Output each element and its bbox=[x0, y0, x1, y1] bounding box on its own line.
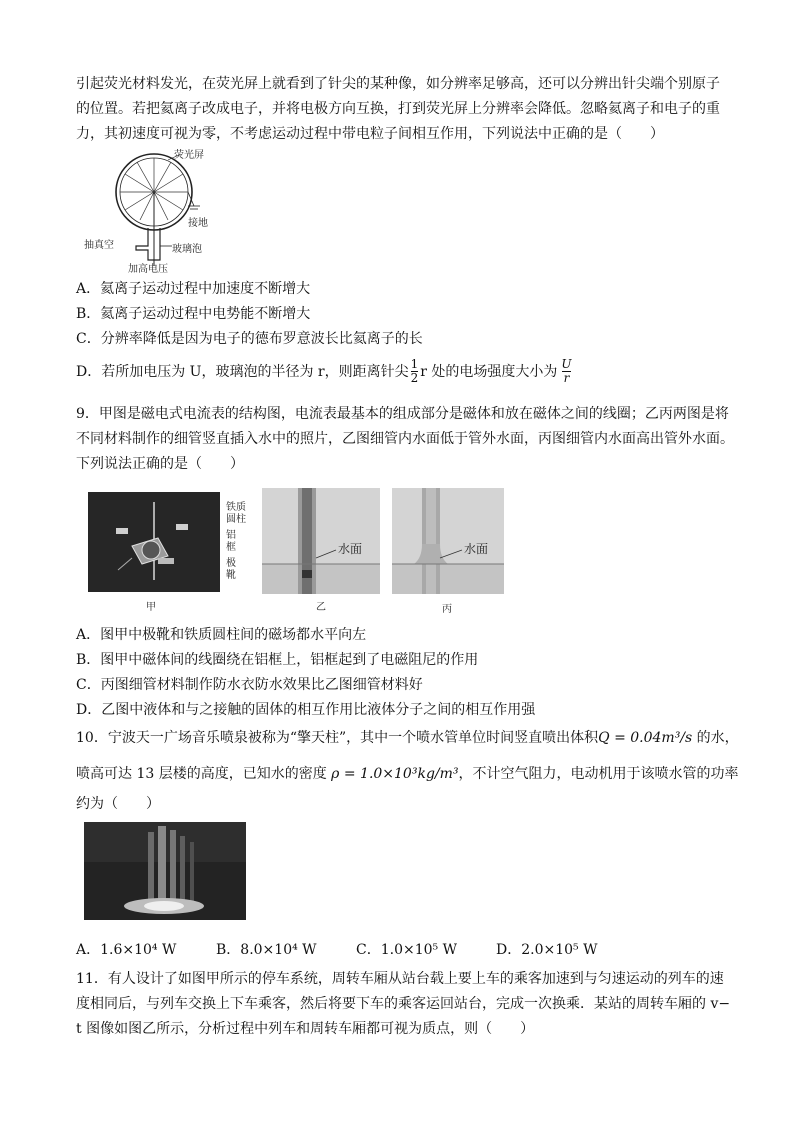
galvanometer-structure-image bbox=[88, 492, 220, 592]
galvanometer-photo bbox=[88, 492, 220, 592]
q10-line-1 bbox=[76, 728, 739, 748]
q10-option-b bbox=[216, 940, 356, 960]
q8-option-d-mid: r 处的电场强度大小为 bbox=[420, 363, 558, 380]
pole-shoe-label-1: 极 bbox=[226, 558, 236, 569]
q11-line-3: t 图像如图乙所示，分析过程中列车和周转车厢都可视为质点，则（ ） bbox=[76, 1021, 535, 1037]
q9-option-b: B．图甲中磁体间的线圈绕在铝框上，铝框起到了电磁阻尼的作用 bbox=[76, 652, 479, 668]
result-den: r bbox=[563, 371, 570, 385]
q8-line-2: 的位置。若把氦离子改成电子，并将电极方向互换，打到荧光屏上分辨率会降低。忽略氦离子和电子的重 bbox=[76, 101, 720, 117]
q10-line-1-c: 的水， bbox=[692, 730, 739, 746]
fountain-image bbox=[84, 822, 246, 920]
q8-option-d-prefix: D．若所加电压为 U，玻璃泡的半径为 r，则距离针尖 bbox=[76, 363, 409, 380]
pole-shoe-label-2: 靴 bbox=[226, 570, 236, 581]
q9-option-a: A．图甲中极靴和铁质圆柱间的磁场都水平向左 bbox=[76, 627, 367, 643]
fountain-photo bbox=[84, 822, 246, 920]
q10-option-c-letter: C． bbox=[356, 942, 381, 958]
caption-bing: 丙 bbox=[442, 604, 452, 615]
q10-line-2-c: ，不计空气阻力，电动机用于该喷水管的功率 bbox=[458, 766, 739, 782]
q8-option-a: A．氦离子运动过程中加速度不断增大 bbox=[76, 281, 311, 297]
q10-option-a bbox=[76, 940, 216, 960]
al-frame-label-1: 铝 bbox=[226, 530, 236, 541]
q9-option-c: C．丙图细管材料制作防水衣防水效果比乙图细管材料好 bbox=[76, 677, 423, 693]
q10-line-2-a: 喷高可达 13 层楼的高度，已知水的密度 bbox=[76, 766, 332, 782]
fraction-result bbox=[561, 358, 571, 385]
fraction-num: 1 bbox=[410, 357, 419, 371]
q11-line-1: 11．有人设计了如图甲所示的停车系统，周转车厢从站台载上要上车的乘客加速到与匀速运动的列车的速 bbox=[76, 971, 724, 987]
q8-option-b: B．氦离子运动过程中电势能不断增大 bbox=[76, 306, 311, 322]
q10-option-d bbox=[496, 940, 616, 960]
q9-line-2: 不同材料制作的细管竖直插入水中的照片，乙图细管内水面低于管外水面，丙图细管内水面高出管外水面。 bbox=[76, 431, 734, 447]
bulb-label: 玻璃泡 bbox=[172, 244, 202, 255]
q10-option-b-letter: B． bbox=[216, 942, 241, 958]
fraction-den: 2 bbox=[410, 371, 419, 385]
q10-flow-rate: Q = 0.04m³/s bbox=[598, 730, 693, 746]
caption-yi: 乙 bbox=[316, 602, 326, 613]
q8-option-c: C．分辨率降低是因为电子的德布罗意波长比氦离子的长 bbox=[76, 331, 423, 347]
jia-labels bbox=[226, 498, 256, 581]
q9-option-d: D．乙图中液体和与之接触的固体的相互作用比液体分子之间的相互作用强 bbox=[76, 702, 536, 718]
iron-cylinder-label-1: 铁质 bbox=[226, 502, 246, 513]
caption-jia: 甲 bbox=[146, 602, 156, 613]
q11-line-2: 度相同后，与列车交换上下车乘客，然后将要下车的乘客运回站台，完成一次换乘．某站的周转车厢的 v− bbox=[76, 996, 731, 1012]
result-num: U bbox=[561, 357, 572, 371]
iron-cylinder-label-2: 圆柱 bbox=[226, 514, 246, 525]
q10-line-2 bbox=[76, 764, 739, 784]
q10-density: ρ = 1.0×10³kg/m³ bbox=[331, 766, 459, 782]
q10-option-d-letter: D． bbox=[496, 942, 522, 958]
q10-line-1-a: 10．宁波天一广场音乐喷泉被称为“擎天柱”，其中一个喷水管单位时间竖直喷出体积 bbox=[76, 730, 599, 746]
q8-option-d bbox=[76, 358, 572, 385]
q10-option-a-letter: A． bbox=[76, 942, 101, 958]
tube-yi-photo bbox=[262, 488, 380, 594]
al-frame-label-2: 框 bbox=[226, 542, 236, 553]
screen-label: 荧光屏 bbox=[174, 150, 204, 161]
q10-options bbox=[76, 940, 616, 960]
tube-yi-image bbox=[262, 488, 380, 594]
tube-bing-photo bbox=[392, 488, 504, 594]
q10-line-3: 约为（ ） bbox=[76, 796, 160, 812]
q8-line-1: 引起荧光材料发光，在荧光屏上就看到了针尖的某种像，如分辨率足够高，还可以分辨出针尖端个别原子 bbox=[76, 76, 720, 92]
fraction-half bbox=[411, 358, 419, 385]
water-surface-label-bing: 水面 bbox=[464, 542, 489, 556]
vacuum-label: 抽真空 bbox=[84, 240, 114, 251]
q10-option-b-value: 8.0×10⁴ W bbox=[240, 942, 317, 958]
q10-option-c bbox=[356, 940, 496, 960]
voltage-label: 加高电压 bbox=[128, 264, 168, 275]
q10-option-d-value: 2.0×10⁵ W bbox=[521, 942, 598, 958]
q10-option-a-value: 1.6×10⁴ W bbox=[100, 942, 177, 958]
field-ion-microscope-diagram bbox=[76, 148, 226, 272]
q9-line-1: 9．甲图是磁电式电流表的结构图，电流表最基本的组成部分是磁体和放在磁体之间的线圈；乙丙两图是将 bbox=[76, 406, 729, 422]
water-surface-label-yi: 水面 bbox=[338, 542, 363, 556]
q9-line-3: 下列说法正确的是（ ） bbox=[76, 456, 244, 472]
ground-label: 接地 bbox=[188, 218, 208, 229]
q8-figure bbox=[76, 148, 226, 275]
q8-line-3: 力，其初速度可视为零，不考虑运动过程中带电粒子间相互作用，下列说法中正确的是（ ） bbox=[76, 126, 664, 142]
q10-option-c-value: 1.0×10⁵ W bbox=[380, 942, 457, 958]
